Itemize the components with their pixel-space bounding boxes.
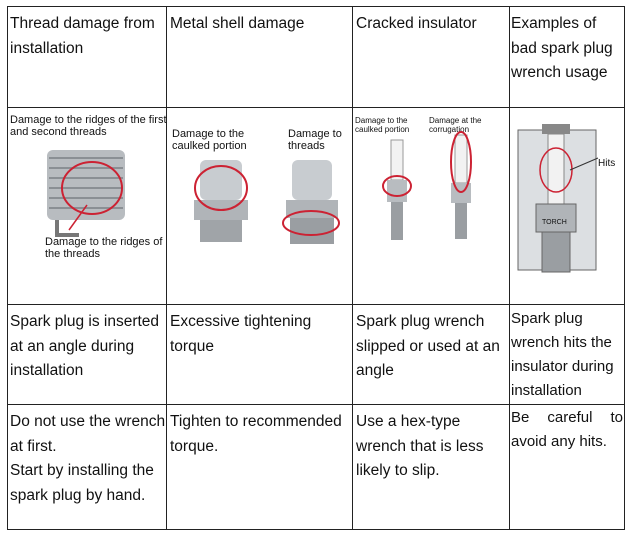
insulator-caption-right: Damage at the corrugation <box>429 116 482 134</box>
spark-plug-wrench-image <box>518 124 598 272</box>
metal-shell-caption-right: Damage to threads <box>288 128 342 152</box>
thread-damage-illustration <box>9 110 167 300</box>
thread-damage-caption-top: Damage to the ridges of the first and second threads <box>10 114 167 138</box>
spark-plug-caulked-image <box>194 160 248 242</box>
cause-bad-wrench-usage: Spark plug wrench hits the insulator during installation <box>511 310 614 399</box>
column-divider <box>166 7 167 529</box>
header-cracked-insulator: Cracked insulator <box>356 15 477 32</box>
wrench-usage-illustration <box>510 110 624 300</box>
insulator-caption-left: Damage to the caulked portion <box>355 116 410 134</box>
spark-plug-thread-image <box>47 150 125 235</box>
cause-thread-damage: Spark plug is inserted at an angle during installation <box>10 313 160 379</box>
header-thread-damage: Thread damage from installation <box>10 15 155 57</box>
cause-cracked-insulator: Spark plug wrench slipped or used at an angle <box>356 313 500 379</box>
metal-shell-caption-left: Damage to the caulked portion <box>172 128 247 152</box>
thread-damage-caption-bottom: Damage to the ridges of the threads <box>45 236 163 260</box>
row-divider <box>8 404 624 405</box>
remedy-thread-damage: Do not use the wrench at first. Start by installing the spark plug by hand. <box>10 413 166 504</box>
spark-plug-right-image <box>451 132 471 239</box>
wrench-caption-torch: TORCH <box>542 219 567 226</box>
cracked-insulator-illustration <box>353 110 507 300</box>
spark-plug-left-image <box>383 140 411 240</box>
row-divider <box>8 107 624 108</box>
header-bad-wrench-usage: Examples of bad spark plug wrench usage <box>511 15 613 81</box>
remedy-cracked-insulator: Use a hex-type wrench that is less likely to slip. <box>356 413 484 479</box>
header-metal-shell-damage: Metal shell damage <box>170 15 305 32</box>
spark-plug-threads-image <box>283 160 339 244</box>
metal-shell-illustration <box>168 110 350 300</box>
remedy-metal-shell-damage: Tighten to recommended torque. <box>170 413 342 455</box>
cause-metal-shell-damage: Excessive tightening torque <box>170 313 312 355</box>
remedy-bad-wrench-usage: Be careful to avoid any hits. <box>511 409 623 450</box>
row-divider <box>8 304 624 305</box>
wrench-caption-hits: Hits <box>598 158 616 169</box>
